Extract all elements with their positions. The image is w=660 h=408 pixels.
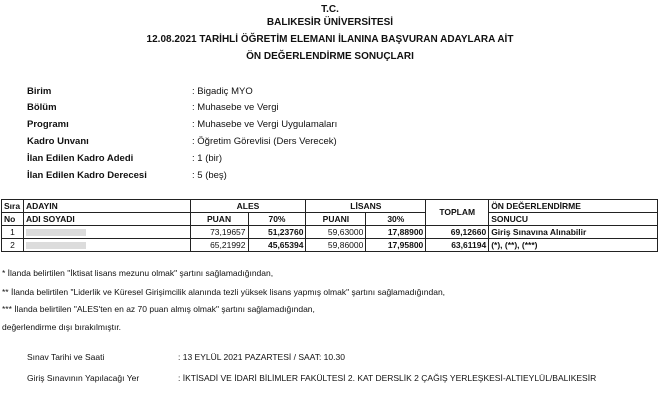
table-row bbox=[2, 226, 658, 239]
redacted-name-block bbox=[26, 229, 86, 236]
cell-lisans-puan: 59,86000 bbox=[306, 239, 366, 252]
info-birim-label: Birim bbox=[27, 86, 52, 97]
cell-ales-puan: 65,21992 bbox=[190, 239, 248, 252]
header-adi-soyadi: ADI SOYADI bbox=[23, 213, 190, 226]
cell-name-redacted bbox=[23, 226, 190, 239]
header-sira: Sıra bbox=[2, 200, 24, 213]
info-bolum-label: Bölüm bbox=[27, 102, 57, 113]
note-1: * İlanda belirtilen "İktisat lisans mezunu olmak" şartını sağlamadığından, bbox=[2, 268, 274, 278]
cell-lisans-30: 17,88900 bbox=[366, 226, 426, 239]
header-lisans: LİSANS bbox=[306, 200, 426, 213]
header-lisans-30: 30% bbox=[366, 213, 426, 226]
cell-sonuc: Giriş Sınavına Alınabilir bbox=[489, 226, 658, 239]
cell-toplam: 63,61194 bbox=[426, 239, 489, 252]
header-university: BALIKESİR ÜNİVERSİTESİ bbox=[266, 17, 394, 28]
header-results-title: ÖN DEĞERLENDİRME SONUÇLARI bbox=[246, 51, 414, 62]
cell-ales-70: 51,23760 bbox=[248, 226, 306, 239]
cell-ales-puan: 73,19657 bbox=[190, 226, 248, 239]
table-row bbox=[2, 239, 658, 252]
note-4: değerlendirme dışı bırakılmıştır. bbox=[2, 322, 122, 332]
cell-toplam: 69,12660 bbox=[426, 226, 489, 239]
exam-place-value: : İKTİSADİ VE İDARİ BİLİMLER FAKÜLTESİ 2. KAT DERSLİK 2 ÇAĞIŞ YERLEŞKESİ-ALTIEYLÜL/BALIKESİR bbox=[178, 373, 597, 383]
header-announcement: 12.08.2021 TARİHLİ ÖĞRETİM ELEMANI İLANINA BAŞVURAN ADAYLARA AİT bbox=[146, 34, 514, 45]
header-ales-puan: PUAN bbox=[190, 213, 248, 226]
table-header-row bbox=[2, 200, 658, 213]
exam-date-value: : 13 EYLÜL 2021 PAZARTESİ / SAAT: 10.30 bbox=[178, 352, 345, 362]
info-program-value: : Muhasebe ve Vergi Uygulamaları bbox=[192, 119, 338, 130]
info-bolum-value: : Muhasebe ve Vergi bbox=[192, 102, 279, 113]
info-birim-value: : Bigadiç MYO bbox=[192, 86, 253, 97]
header-tc: T.C. bbox=[321, 4, 339, 15]
info-kadro-derecesi-label: İlan Edilen Kadro Derecesi bbox=[27, 170, 147, 181]
info-kadro-adedi-label: İlan Edilen Kadro Adedi bbox=[27, 153, 134, 164]
cell-ales-70: 45,65394 bbox=[248, 239, 306, 252]
note-2: ** İlanda belirtilen "Liderlik ve Küresel Girişimcilik alanında tezli yüksek lisans yapmış olmak" şartını sağlamadığından, bbox=[2, 287, 446, 297]
cell-lisans-puan: 59,63000 bbox=[306, 226, 366, 239]
info-kadro-derecesi-value: : 5 (beş) bbox=[192, 170, 227, 181]
table-header-row bbox=[2, 213, 658, 226]
header-on-degerlendirme: ÖN DEĞERLENDİRME bbox=[489, 200, 658, 213]
header-sonucu: SONUCU bbox=[489, 213, 658, 226]
cell-lisans-30: 17,95800 bbox=[366, 239, 426, 252]
results-table bbox=[1, 199, 658, 252]
header-adayin: ADAYIN bbox=[23, 200, 190, 213]
cell-no: 2 bbox=[2, 239, 24, 252]
header-lisans-puani: PUANI bbox=[306, 213, 366, 226]
note-3: *** İlanda belirtilen "ALES'ten en az 70 puan almış olmak" şartını sağlamadığından, bbox=[2, 304, 315, 314]
info-kadro-adedi-value: : 1 (bir) bbox=[192, 153, 223, 164]
exam-date-label: Sınav Tarihi ve Saati bbox=[27, 352, 105, 362]
info-kadro-unvani-value: : Öğretim Görevlisi (Ders Verecek) bbox=[192, 136, 337, 147]
redacted-name-block bbox=[26, 242, 86, 249]
info-kadro-unvani-label: Kadro Unvanı bbox=[27, 136, 89, 147]
header-no: No bbox=[2, 213, 24, 226]
info-program-label: Programı bbox=[27, 119, 69, 130]
header-toplam: TOPLAM bbox=[426, 200, 489, 226]
header-ales-70: 70% bbox=[248, 213, 306, 226]
cell-name-redacted bbox=[23, 239, 190, 252]
cell-no: 1 bbox=[2, 226, 24, 239]
header-ales: ALES bbox=[190, 200, 306, 213]
cell-sonuc: (*), (**), (***) bbox=[489, 239, 658, 252]
exam-place-label: Giriş Sınavının Yapılacağı Yer bbox=[27, 373, 140, 383]
